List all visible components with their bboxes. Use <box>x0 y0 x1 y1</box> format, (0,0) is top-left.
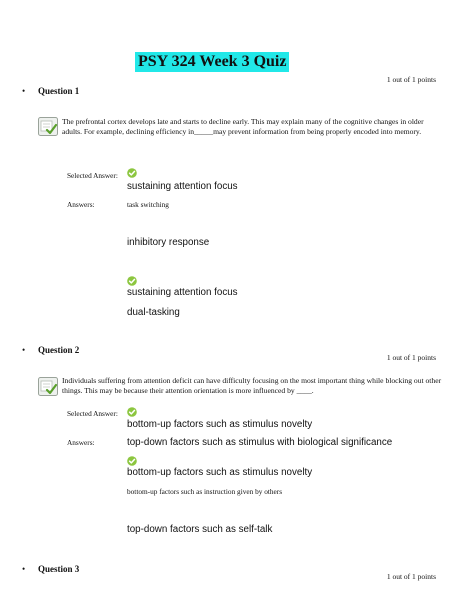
page-title: PSY 324 Week 3 Quiz <box>135 52 289 72</box>
question-document-icon <box>38 377 58 396</box>
question-1-answer-option: dual-tasking <box>127 307 180 318</box>
correct-check-icon <box>127 276 137 286</box>
question-3-label: Question 3 <box>38 564 80 574</box>
question-1-selected-answer: sustaining attention focus <box>127 181 238 192</box>
question-2-label: Question 2 <box>38 345 80 355</box>
question-2-text: Individuals suffering from attention deficit can have difficulty focusing on the most important thing while blocking out other things. This may be because their attention orientation is more influenced by ____. <box>62 376 442 395</box>
question-2-selected-label: Selected Answer: <box>67 409 118 418</box>
correct-check-icon <box>127 456 137 466</box>
question-2-selected-answer: bottom-up factors such as stimulus novelty <box>127 419 313 430</box>
question-2-answer-option: bottom-up factors such as stimulus novelty <box>127 467 313 478</box>
question-2-answer-option: top-down factors such as self-talk <box>127 524 273 535</box>
question-1-answer-option: inhibitory response <box>127 237 210 248</box>
question-1-text: The prefrontal cortex develops late and starts to decline early. This may explain many of the cognitive changes in older adults. For example, declining efficiency in_____may prevent information from being properly encoded into memory. <box>62 117 424 136</box>
correct-check-icon <box>127 168 137 178</box>
question-1-points: 1 out of 1 points <box>386 75 436 84</box>
question-2-bullet: • <box>22 345 26 355</box>
question-1-label: Question 1 <box>38 86 80 96</box>
question-2-answers-label: Answers: <box>67 438 95 447</box>
question-2-points: 1 out of 1 points <box>386 353 436 362</box>
question-2-answer-option: top-down factors such as stimulus with biological significance <box>127 437 393 448</box>
question-1-answer-option: sustaining attention focus <box>127 287 238 298</box>
question-1-selected-label: Selected Answer: <box>67 171 118 180</box>
correct-check-icon <box>127 407 137 417</box>
question-3-bullet: • <box>22 564 26 574</box>
question-document-icon <box>38 117 58 136</box>
question-1-answers-label: Answers: <box>67 200 95 209</box>
question-1-bullet: • <box>22 86 26 96</box>
question-2-answer-option: bottom-up factors such as instruction given by others <box>127 487 283 496</box>
question-3-points: 1 out of 1 points <box>386 572 436 581</box>
question-1-answer-option: task switching <box>127 200 169 209</box>
